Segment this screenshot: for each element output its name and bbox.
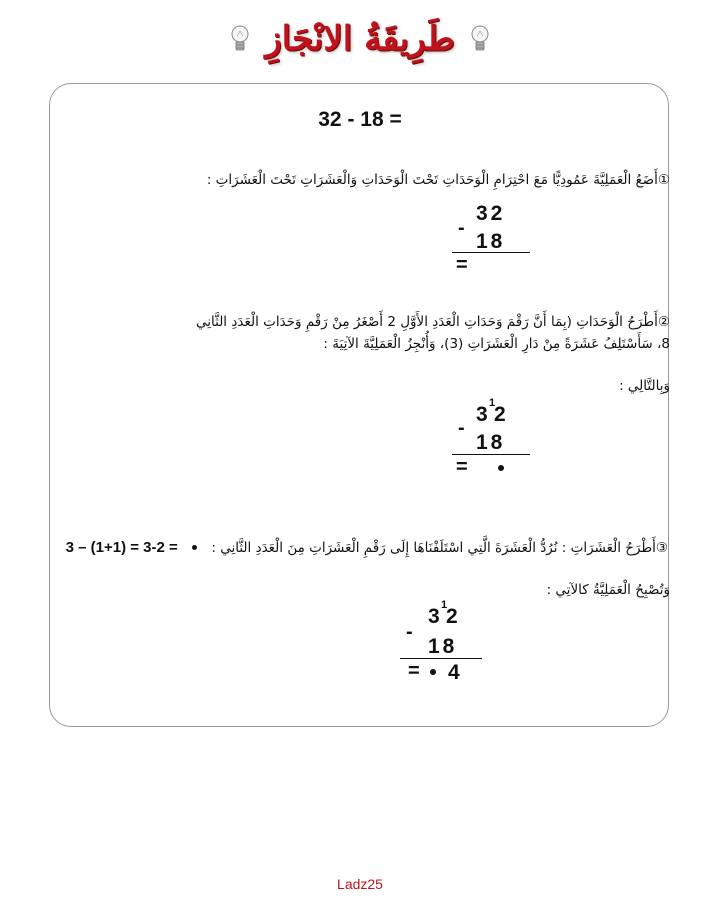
step2-text-line2: 8، سَأَسْتَلِفُ عَشَرَةً مِنْ دَارِ الْعَشَرَاتِ (3)، وَأُنْجِزُ الْعَمَلِيَّةَ الآتِيَةَ : [323,336,670,352]
step1-minus-sign: - [458,217,465,239]
main-equation: 32 - 18 = [318,108,402,131]
step2-text-line1: ②أَطْرَحُ الْوَحَدَاتِ (بِمَا أَنَّ رَقْمَ وَحَدَاتِ الْعَدَدِ الأَوَّلِ 2 أَصْغَرُ مِنْ رَقْمِ وَحَدَاتِ الْعَدَدِ الثَّانِي [196,314,670,330]
step3-tens-digit: 3 [428,605,440,628]
step3-inline-dot [192,545,197,550]
step1-calc [446,200,536,276]
step3-rule [400,658,482,659]
step2-equals-sign: = [456,456,468,478]
lightbulb-icon [229,22,251,56]
step1-rule [452,252,530,253]
page-title: طَرِيقَةُ الانْجَازِ [265,19,455,59]
step2-tens-digit: 3 [476,403,488,426]
step3-equals-sign: = [408,660,420,682]
step2-bottom-number: 18 [476,431,506,454]
step2-carry-digit: 1 [489,397,496,409]
step2-units-digit: 2 [494,403,506,426]
step2-minus-sign: - [458,417,465,439]
step3-text [66,539,668,556]
step3-result-units: 4 [448,661,460,684]
step3-description: ③أَطْرَحُ الْعَشَرَاتِ : نُرُدُّ الْعَشَرَةَ الَّتِي اسْتَلَفْنَاهَا إِلَى رَقْمِ الْعَشَرَاتِ مِنَ الْعَدَدِ الثَّانِي : [211,540,668,556]
step3-calc [398,600,488,684]
step2-rule [452,454,530,455]
step3-minus-sign: - [406,621,413,643]
step3-result-dot [430,669,436,675]
footer-credit: Ladz25 [337,876,383,892]
step3-bottom-number: 18 [428,635,458,658]
step3-becomes-label: وَتُصْبِحُ الْعَمَلِيَّةُ كالآتِي : [546,582,670,598]
step2-result-dot [498,465,504,471]
title-row [0,14,720,64]
step1-text: ①أَضَعُ الْعَمَلِيَّةَ عَمُودِيًّا مَعَ احْتِرَامِ الْوَحَدَاتِ تَحْتَ الْوَحَدَاتِ وَالْعَشَرَاتِ تَحْتَ الْعَشَرَاتِ : [206,172,670,188]
step3-units-digit: 2 [446,605,458,628]
step1-equals-sign: = [456,254,468,276]
lightbulb-icon [469,22,491,56]
step2-then-label: وَبِالتَّالِي : [619,378,670,394]
step3-carry-digit: 1 [441,599,448,611]
step1-bottom-number: 18 [476,230,506,253]
step3-formula: 3 – (1+1) = 3-2 = [65,539,178,556]
step2-calc [446,398,536,478]
step1-top-number: 32 [476,202,506,225]
